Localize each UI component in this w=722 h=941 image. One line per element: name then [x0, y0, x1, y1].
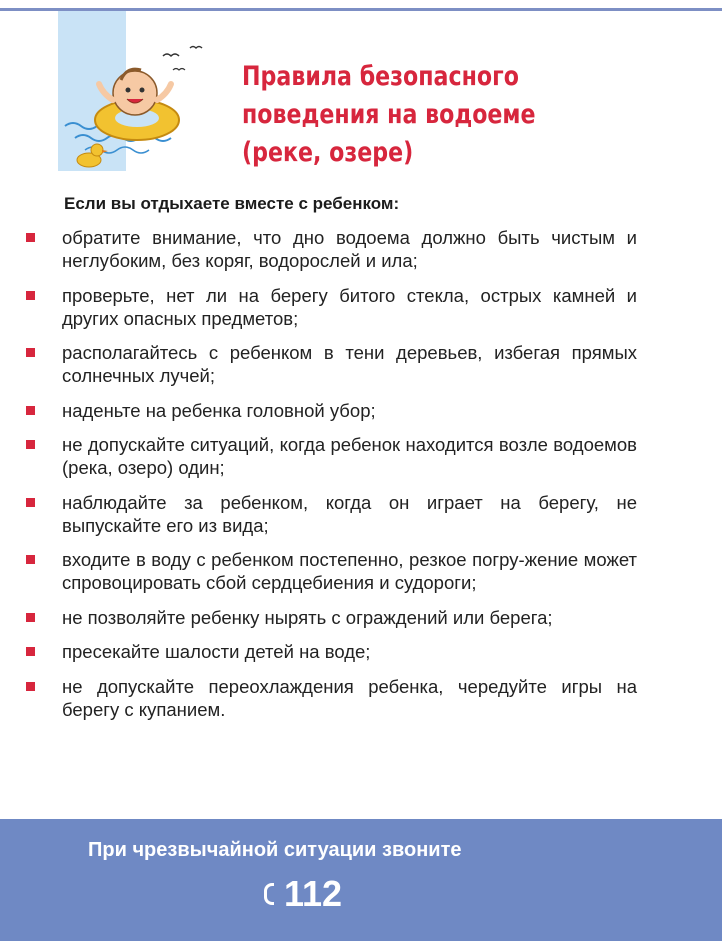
bullet-icon — [26, 647, 35, 656]
rule-text: не позволяйте ребенку нырять с ограждений или берега; — [62, 606, 553, 628]
child-swimming-illustration — [45, 38, 245, 178]
rule-item — [0, 433, 637, 479]
bullet-icon — [26, 406, 35, 415]
rule-item — [0, 606, 637, 629]
bullet-icon — [26, 440, 35, 449]
bullet-icon — [26, 555, 35, 564]
phone-icon — [264, 883, 274, 905]
rule-item — [0, 341, 637, 387]
page-title — [242, 58, 554, 172]
emergency-text: При чрезвычайной ситуации звоните — [88, 839, 462, 861]
bullet-icon — [26, 233, 35, 242]
rule-item — [0, 548, 637, 594]
emergency-phone-number: 112 — [284, 873, 343, 914]
bullet-icon — [26, 348, 35, 357]
rule-text: пресекайте шалости детей на воде; — [62, 641, 371, 662]
rule-item — [0, 491, 637, 537]
rule-item — [0, 399, 637, 422]
rule-item — [0, 675, 637, 721]
title-line: Правила безопасного — [242, 61, 519, 92]
bullet-icon — [26, 682, 35, 691]
title-line: (реке, озере) — [242, 137, 414, 168]
title-line: поведения на водоеме — [242, 99, 536, 130]
rule-item — [0, 226, 637, 272]
rule-text: проверьте, нет ли на берегу битого стекла, острых камней и других опасных предметов; — [62, 284, 637, 329]
rule-item — [0, 284, 637, 330]
rules-list — [0, 226, 722, 732]
rule-text: обратите внимание, что дно водоема должно быть чистым и неглубоким, без коряг, водорослей и ила; — [62, 227, 637, 271]
intro-heading: Если вы отдыхаете вместе с ребенком: — [64, 194, 400, 213]
rule-text: не допускайте ситуаций, когда ребенок находится возле водоемов (река, озеро) один; — [62, 434, 637, 478]
emergency-footer — [0, 819, 722, 941]
rule-text: располагайтесь с ребенком в тени деревьев, избегая прямых солнечных лучей; — [62, 342, 637, 386]
bullet-icon — [26, 613, 35, 622]
rule-text: не допускайте переохлаждения ребенка, чередуйте игры на берегу с купанием. — [62, 675, 637, 720]
rule-item — [0, 640, 637, 663]
rule-text: наденьте на ребенка головной убор; — [62, 399, 376, 421]
bullet-icon — [26, 291, 35, 300]
rule-text: наблюдайте за ребенком, когда он играет на берегу, не выпускайте его из вида; — [62, 491, 637, 536]
bullet-icon — [26, 498, 35, 507]
rule-text: входите в воду с ребенком постепенно, резкое погру-жение может спровоцировать сбой сердцебиения и судороги; — [62, 549, 637, 593]
